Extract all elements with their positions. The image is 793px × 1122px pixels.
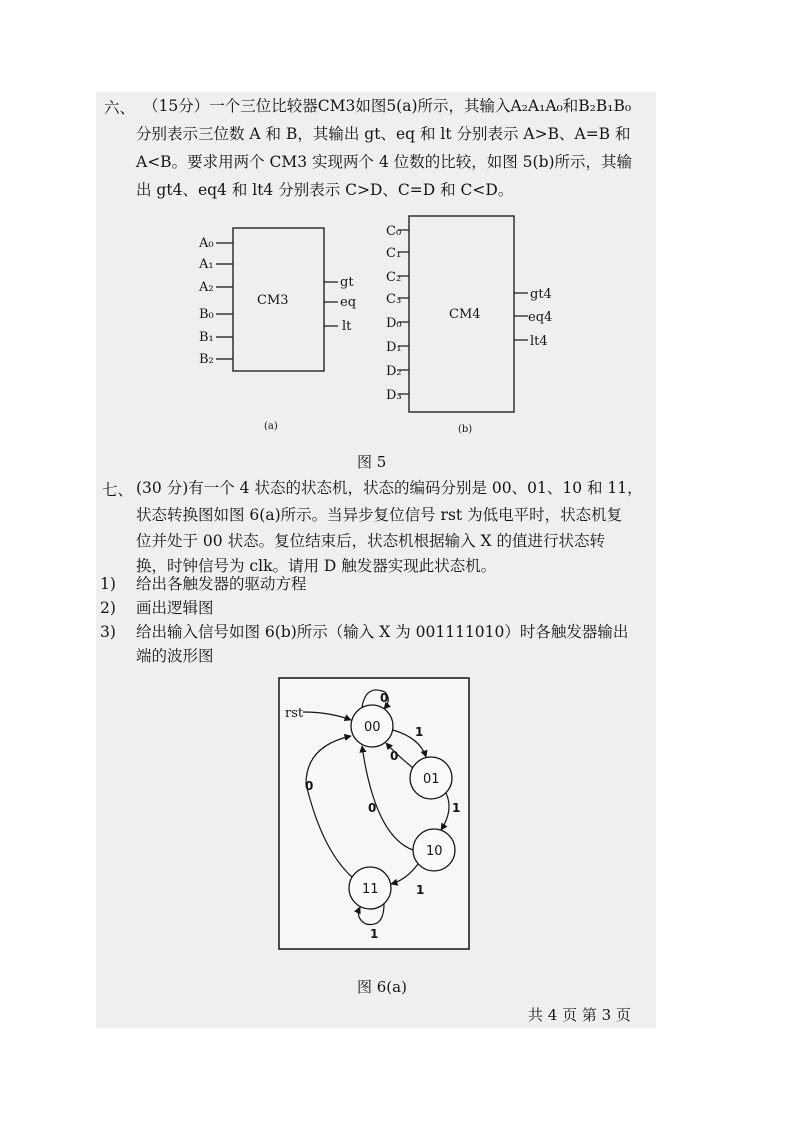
fig5a-output-lt: lt (342, 319, 352, 334)
state-00-label: 00 (364, 720, 381, 735)
figure-6a-caption: 图 6(a) (357, 978, 407, 996)
fig5b-output-lt4: lt4 (530, 334, 548, 349)
s10-to-00-input: 0 (368, 801, 377, 815)
q7-item-3-continuation: 端的波形图 (136, 647, 214, 665)
q7-item-3-number: 3) (100, 623, 116, 641)
fig5a-input-b0: B₀ (199, 307, 214, 322)
fig5b-block-name: CM4 (449, 307, 481, 322)
question-7-line-3: 位并处于 00 状态。复位结束后，状态机根据输入 X 的值进行状态转 (136, 532, 605, 550)
fig5b-input-d0: D₀ (386, 316, 402, 331)
question-6-number: 六、 (104, 99, 136, 117)
fig5a-block-name: CM3 (257, 293, 289, 308)
s11-self-input: 1 (370, 927, 379, 941)
fig5b-input-d2: D₂ (386, 364, 402, 379)
q7-item-3-text: 给出输入信号如图 6(b)所示（输入 X 为 001111010）时各触发器输出 (136, 623, 629, 641)
question-7-number: 七、 (102, 481, 134, 499)
s00-to-01-input: 1 (415, 725, 424, 739)
fig5b-input-d3: D₃ (386, 388, 402, 403)
fig5b-input-c2: C₂ (386, 270, 402, 285)
fig5b-sub-label: (b) (458, 424, 473, 435)
q7-item-2-number: 2) (100, 599, 116, 617)
page-footer: 共 4 页 第 3 页 (528, 1006, 631, 1024)
reset-label: rst (285, 706, 304, 721)
s01-to-10-input: 1 (452, 801, 461, 815)
q7-item-1-text: 给出各触发器的驱动方程 (136, 575, 307, 593)
fig5b-input-c1: C₁ (386, 246, 402, 261)
question-6-line-4: 出 gt4、eq4 和 lt4 分别表示 C>D、C=D 和 C<D。 (136, 181, 514, 199)
fig5a-input-b2: B₂ (199, 352, 214, 367)
state-11-label: 11 (362, 882, 379, 897)
question-7-line-2: 状态转换图如图 6(a)所示。当异步复位信号 rst 为低电平时，状态机复 (136, 506, 623, 524)
fig5a-input-a2: A₂ (199, 280, 214, 295)
q7-item-1-number: 1) (100, 575, 116, 593)
fig5b-output-eq4: eq4 (528, 310, 553, 325)
state-10-label: 10 (426, 844, 443, 859)
question-7-line-1: (30 分)有一个 4 状态的状态机，状态的编码分别是 00、01、10 和 11， (136, 479, 643, 497)
s10-to-11-input: 1 (416, 883, 425, 897)
fig5b-output-gt4: gt4 (530, 287, 552, 302)
question-6-line-3: A<B。要求用两个 CM3 实现两个 4 位数的比较，如图 5(b)所示，其输 (136, 153, 633, 171)
q7-item-2-text: 画出逻辑图 (136, 599, 214, 617)
fig5a-input-a1: A₁ (199, 257, 214, 272)
s11-to-00-input: 0 (305, 779, 314, 793)
figure-5-caption: 图 5 (357, 453, 387, 471)
fig5b-input-c0: C₀ (386, 224, 402, 239)
fig5a-input-a0: A₀ (199, 236, 214, 251)
fig5b-input-c3: C₃ (386, 292, 402, 307)
fig5a-output-gt: gt (340, 275, 354, 290)
question-6-line-1: （15分）一个三位比较器CM3如图5(a)所示，其输入A₂A₁A₀和B₂B₁B₀ (143, 97, 632, 115)
state-01-label: 01 (423, 772, 440, 787)
fig5a-output-eq: eq (340, 295, 357, 310)
s01-to-00-input: 0 (390, 749, 399, 763)
s00-self-input: 0 (380, 691, 389, 705)
question-7-line-4: 换，时钟信号为 clk。请用 D 触发器实现此状态机。 (136, 557, 497, 575)
fig5a-sub-label: (a) (264, 421, 278, 432)
question-6-line-2: 分别表示三位数 A 和 B，其输出 gt、eq 和 lt 分别表示 A>B、A=B 和 (136, 125, 631, 143)
fig5a-input-b1: B₁ (199, 330, 214, 345)
fig5b-input-d1: D₁ (386, 340, 402, 355)
